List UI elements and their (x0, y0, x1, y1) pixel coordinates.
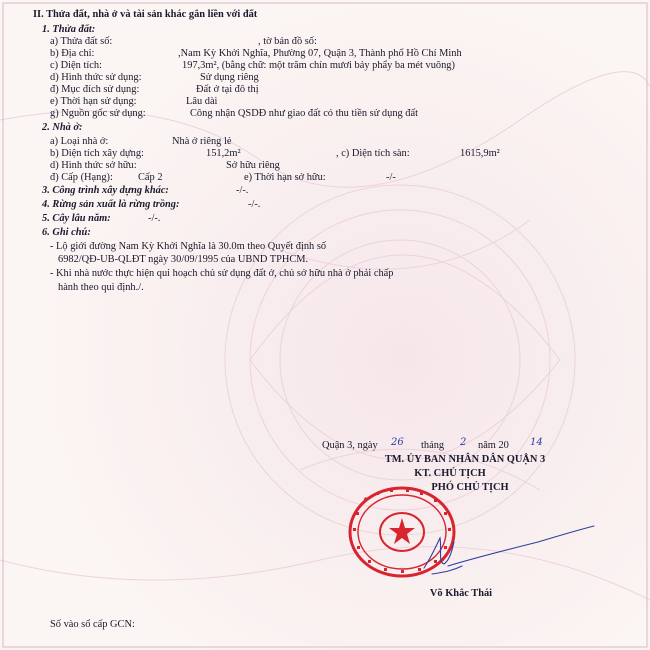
notes-heading: 6. Ghi chú: (42, 227, 91, 238)
land-heading: 1. Thửa đất: (42, 24, 96, 35)
ownership-term-label: e) Thời hạn sở hữu: (244, 172, 326, 183)
note-line: - Khi nhà nước thực hiện qui hoạch chủ sử dụng đất ở, chủ sở hữu nhà ở phải chấp (50, 268, 394, 279)
planted-forest-value: -/-. (248, 199, 261, 210)
month-label: tháng (421, 440, 445, 451)
map-sheet-label: , tờ bản đồ số: (258, 36, 317, 47)
purpose-value: Đất ở tại đô thị (196, 84, 259, 95)
year-label: năm 20 (478, 440, 509, 451)
address-value: ,Nam Kỳ Khởi Nghĩa, Phường 07, Quận 3, Thành phố Hồ Chí Minh (178, 48, 462, 59)
built-area-label: b) Diện tích xây dựng: (50, 148, 144, 159)
signer-position-1: KT. CHỦ TỊCH (414, 468, 486, 479)
use-form-label: d) Hình thức sử dụng: (50, 72, 142, 83)
house-type-label: a) Loại nhà ở: (50, 136, 109, 147)
handwritten-signature-icon (388, 516, 618, 596)
grade-label: đ) Cấp (Hạng): (50, 172, 113, 183)
term-value: Lâu dài (186, 96, 218, 107)
note-line: hành theo qui định./. (58, 282, 144, 293)
note-line: 6982/QĐ-UB-QLĐT ngày 30/09/1995 của UBND TPHCM. (58, 254, 309, 265)
area-label: c) Diện tích: (50, 60, 102, 71)
section-title: II. Thửa đất, nhà ở và tài sản khác gắn liền với đất (33, 9, 258, 20)
purpose-label: đ) Mục đích sử dụng: (50, 84, 140, 95)
other-works-label: 3. Công trình xây dựng khác: (42, 185, 169, 196)
house-type-value: Nhà ở riêng lẻ (172, 136, 232, 147)
ownership-term-value: -/- (386, 172, 396, 183)
registry-number-label: Số vào sổ cấp GCN: (50, 619, 135, 630)
perennial-trees-label: 5. Cây lâu năm: (42, 213, 111, 224)
ownership-label: d) Hình thức sở hữu: (50, 160, 137, 171)
issue-year: 14 (530, 437, 543, 448)
built-area-value: 151,2m² (206, 148, 241, 159)
ownership-value: Sở hữu riêng (226, 160, 280, 171)
note-line: - Lộ giới đường Nam Kỳ Khởi Nghĩa là 30.0m theo Quyết định số (50, 241, 327, 252)
issue-place-date-prefix: Quận 3, ngày (322, 440, 378, 451)
issuing-authority: TM. ỦY BAN NHÂN DÂN QUẬN 3 (384, 454, 546, 465)
grade-value: Cấp 2 (138, 172, 163, 183)
use-form-value: Sử dụng riêng (200, 72, 259, 83)
area-value: 197,3m², (bằng chữ: một trăm chín mươi bảy phẩy ba mét vuông) (182, 60, 455, 71)
house-heading: 2. Nhà ở: (42, 122, 83, 133)
term-label: e) Thời hạn sử dụng: (50, 96, 137, 107)
signer-name: Võ Khắc Thái (429, 588, 493, 599)
parcel-number-label: a) Thửa đất số: (50, 36, 113, 47)
address-label: b) Địa chỉ: (50, 48, 95, 59)
issue-month: 2 (460, 437, 467, 448)
origin-value: Công nhận QSDĐ như giao đất có thu tiền sử dụng đất (190, 108, 419, 119)
origin-label: g) Nguồn gốc sử dụng: (50, 108, 146, 119)
other-works-value: -/-. (236, 185, 249, 196)
issue-day: 26 (391, 437, 404, 448)
perennial-trees-value: -/-. (148, 213, 161, 224)
floor-area-value: 1615,9m² (460, 148, 500, 159)
planted-forest-label: 4. Rừng sản xuất là rừng trồng: (42, 199, 180, 210)
floor-area-label: , c) Diện tích sàn: (336, 148, 410, 159)
signer-position-2: PHÓ CHỦ TỊCH (431, 482, 509, 493)
